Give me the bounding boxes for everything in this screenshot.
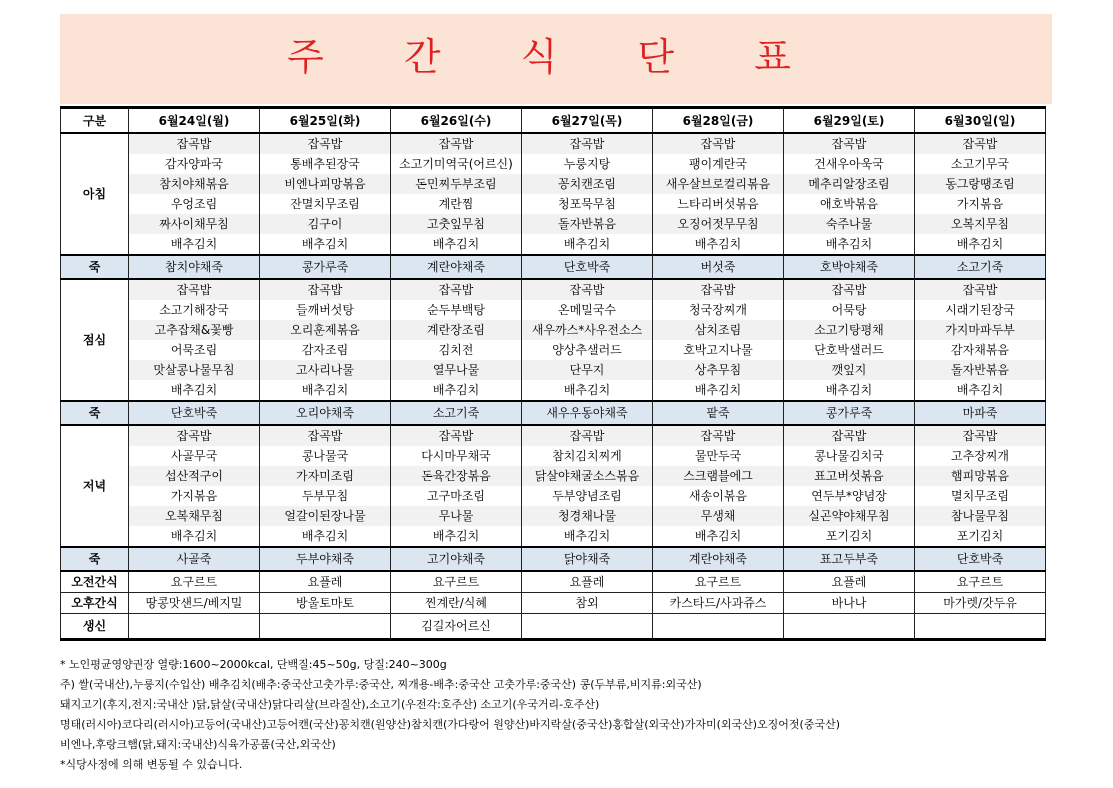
menu-item-cell: 돈민찌두부조림	[391, 174, 522, 194]
menu-item-cell: 잡곡밥	[522, 425, 653, 446]
menu-item-cell: 햄피망볶음	[915, 466, 1046, 486]
afternoon-snack-row	[61, 593, 1046, 614]
meal-row	[61, 300, 1046, 320]
birthday-row-cell	[129, 614, 260, 640]
menu-item-cell: 숙주나물	[784, 214, 915, 234]
porridge-cell: 호박야채죽	[784, 255, 915, 279]
meal-row	[61, 380, 1046, 401]
menu-item-cell: 고추장찌개	[915, 446, 1046, 466]
afternoon-snack-row-cell: 바나나	[784, 593, 915, 614]
afternoon-snack-row-label: 오후간식	[61, 593, 129, 614]
menu-item-cell: 통배추된장국	[260, 154, 391, 174]
porridge-cell: 마파죽	[915, 401, 1046, 425]
menu-item-cell: 청경채나물	[522, 506, 653, 526]
morning-snack-row	[61, 571, 1046, 593]
meal-row	[61, 234, 1046, 255]
menu-item-cell: 돌자반볶음	[522, 214, 653, 234]
menu-item-cell: 배추김치	[522, 526, 653, 547]
day-header-cell: 6월29일(토)	[784, 108, 915, 134]
porridge-cell: 콩가루죽	[784, 401, 915, 425]
menu-item-cell: 섭산적구이	[129, 466, 260, 486]
menu-item-cell: 계란찜	[391, 194, 522, 214]
menu-item-cell: 배추김치	[260, 234, 391, 255]
menu-table	[60, 106, 1046, 641]
meal-row	[61, 466, 1046, 486]
afternoon-snack-row-cell: 땅콩맛샌드/베지밀	[129, 593, 260, 614]
menu-item-cell: 잡곡밥	[784, 133, 915, 154]
menu-item-cell: 소고기해장국	[129, 300, 260, 320]
meal-label-cell: 아침	[61, 133, 129, 255]
porridge-row	[61, 547, 1046, 571]
menu-item-cell: 오복지무침	[915, 214, 1046, 234]
porridge-label-cell: 죽	[61, 255, 129, 279]
porridge-cell: 표고두부죽	[784, 547, 915, 571]
day-header-cell: 6월25일(화)	[260, 108, 391, 134]
menu-item-cell: 소고기무국	[915, 154, 1046, 174]
menu-item-cell: 어묵조림	[129, 340, 260, 360]
menu-item-cell: 청포묵무침	[522, 194, 653, 214]
note-line: * 노인평균영양권장 열량:1600~2000kcal, 단백질:45~50g, 당질:240~300g	[60, 658, 447, 671]
note-line: 주) 쌀(국내산),누룽지(수입산) 배추김치(배추:중국산고춧가루:중국산, 찌개용-배추:중국산 고춧가루:중국산) 콩(두부류,비지류:외국산)	[60, 678, 702, 691]
menu-item-cell: 두부양념조림	[522, 486, 653, 506]
meal-row	[61, 340, 1046, 360]
menu-item-cell: 잡곡밥	[915, 425, 1046, 446]
menu-item-cell: 배추김치	[653, 380, 784, 401]
menu-item-cell: 가지볶음	[129, 486, 260, 506]
menu-item-cell: 배추김치	[522, 234, 653, 255]
menu-item-cell: 김치전	[391, 340, 522, 360]
menu-item-cell: 잡곡밥	[653, 425, 784, 446]
meal-row	[61, 194, 1046, 214]
menu-item-cell: 배추김치	[260, 380, 391, 401]
birthday-row-cell	[784, 614, 915, 640]
menu-item-cell: 표고버섯볶음	[784, 466, 915, 486]
meal-row	[61, 279, 1046, 300]
menu-item-cell: 배추김치	[129, 526, 260, 547]
meal-row	[61, 425, 1046, 446]
porridge-cell: 소고기죽	[391, 401, 522, 425]
menu-item-cell: 양상추샐러드	[522, 340, 653, 360]
birthday-row-cell	[915, 614, 1046, 640]
menu-item-cell: 감자조림	[260, 340, 391, 360]
menu-item-cell: 잡곡밥	[784, 279, 915, 300]
menu-item-cell: 감자채볶음	[915, 340, 1046, 360]
menu-item-cell: 배추김치	[653, 526, 784, 547]
afternoon-snack-row-cell: 참외	[522, 593, 653, 614]
porridge-cell: 사골죽	[129, 547, 260, 571]
birthday-row-label: 생신	[61, 614, 129, 640]
menu-item-cell: 계란장조림	[391, 320, 522, 340]
menu-item-cell: 순두부백탕	[391, 300, 522, 320]
porridge-label-cell: 죽	[61, 547, 129, 571]
menu-item-cell: 잡곡밥	[915, 279, 1046, 300]
menu-item-cell: 배추김치	[915, 234, 1046, 255]
menu-item-cell: 멸치무조림	[915, 486, 1046, 506]
porridge-cell: 소고기죽	[915, 255, 1046, 279]
menu-item-cell: 오복채무침	[129, 506, 260, 526]
meal-row	[61, 446, 1046, 466]
afternoon-snack-row-cell: 방울토마토	[260, 593, 391, 614]
meal-row	[61, 360, 1046, 380]
porridge-cell: 고기야채죽	[391, 547, 522, 571]
porridge-cell: 오리야채죽	[260, 401, 391, 425]
menu-item-cell: 스크램블에그	[653, 466, 784, 486]
meal-label-cell: 저녁	[61, 425, 129, 547]
afternoon-snack-row-cell: 카스타드/사과쥬스	[653, 593, 784, 614]
meal-row	[61, 174, 1046, 194]
menu-item-cell: 콩나물국	[260, 446, 391, 466]
morning-snack-row-cell: 요구르트	[391, 571, 522, 593]
menu-item-cell: 동그랑땡조림	[915, 174, 1046, 194]
note-line: 비엔나,후랑크햄(닭,돼지:국내산)식육가공품(국산,외국산)	[60, 738, 336, 751]
day-header-cell: 6월28일(금)	[653, 108, 784, 134]
meal-row	[61, 526, 1046, 547]
menu-item-cell: 누룽지탕	[522, 154, 653, 174]
menu-item-cell: 참치야채볶음	[129, 174, 260, 194]
menu-item-cell: 잡곡밥	[260, 279, 391, 300]
menu-item-cell: 잡곡밥	[522, 133, 653, 154]
morning-snack-row-cell: 요플레	[784, 571, 915, 593]
menu-item-cell: 참나물무침	[915, 506, 1046, 526]
header-row	[61, 108, 1046, 134]
morning-snack-row-cell: 요플레	[522, 571, 653, 593]
afternoon-snack-row-cell: 마가렛/갓두유	[915, 593, 1046, 614]
menu-item-cell: 단무지	[522, 360, 653, 380]
menu-item-cell: 새우까스*사우전소스	[522, 320, 653, 340]
porridge-cell: 단호박죽	[522, 255, 653, 279]
day-header-cell: 6월26일(수)	[391, 108, 522, 134]
porridge-row	[61, 255, 1046, 279]
menu-item-cell: 잡곡밥	[260, 425, 391, 446]
menu-item-cell: 배추김치	[391, 234, 522, 255]
porridge-cell: 단호박죽	[129, 401, 260, 425]
menu-item-cell: 가지볶음	[915, 194, 1046, 214]
birthday-row-cell	[522, 614, 653, 640]
menu-item-cell: 잡곡밥	[391, 279, 522, 300]
meal-row	[61, 506, 1046, 526]
menu-item-cell: 김구이	[260, 214, 391, 234]
porridge-cell: 콩가루죽	[260, 255, 391, 279]
menu-item-cell: 온메밀국수	[522, 300, 653, 320]
menu-item-cell: 들깨버섯탕	[260, 300, 391, 320]
title-band	[60, 14, 1052, 104]
menu-item-cell: 비엔나피망볶음	[260, 174, 391, 194]
menu-item-cell: 열무나물	[391, 360, 522, 380]
menu-item-cell: 물만두국	[653, 446, 784, 466]
menu-item-cell: 무나물	[391, 506, 522, 526]
porridge-cell: 두부야채죽	[260, 547, 391, 571]
porridge-cell: 팥죽	[653, 401, 784, 425]
menu-item-cell: 고사리나물	[260, 360, 391, 380]
menu-item-cell: 돌자반볶음	[915, 360, 1046, 380]
porridge-cell: 계란야채죽	[391, 255, 522, 279]
porridge-cell: 단호박죽	[915, 547, 1046, 571]
meal-row	[61, 133, 1046, 154]
notes	[60, 655, 840, 775]
menu-item-cell: 연두부*양념장	[784, 486, 915, 506]
note-line: 돼지고기(후지,전지:국내산 )닭,닭살(국내산)닭다리살(브라질산),소고기(우전각:호주산) 소고기(우국거리-호주산)	[60, 698, 600, 711]
menu-item-cell: 잡곡밥	[391, 133, 522, 154]
header-label-cell: 구분	[61, 108, 129, 134]
porridge-label-cell: 죽	[61, 401, 129, 425]
menu-item-cell: 다시마무채국	[391, 446, 522, 466]
menu-item-cell: 고춧잎무침	[391, 214, 522, 234]
menu-item-cell: 잡곡밥	[653, 279, 784, 300]
meal-row	[61, 320, 1046, 340]
birthday-row-cell: 김길자어르신	[391, 614, 522, 640]
menu-item-cell: 잡곡밥	[129, 133, 260, 154]
menu-item-cell: 애호박볶음	[784, 194, 915, 214]
page-title: 주 간 식 단 표	[287, 35, 825, 79]
menu-item-cell: 두부무침	[260, 486, 391, 506]
note-line: *식당사정에 의해 변동될 수 있습니다.	[60, 758, 243, 771]
menu-item-cell: 잡곡밥	[129, 425, 260, 446]
meal-row	[61, 486, 1046, 506]
menu-item-cell: 고추잡채&꽃빵	[129, 320, 260, 340]
menu-item-cell: 어묵탕	[784, 300, 915, 320]
menu-item-cell: 우엉조림	[129, 194, 260, 214]
porridge-row	[61, 401, 1046, 425]
menu-item-cell: 단호박샐러드	[784, 340, 915, 360]
menu-item-cell: 오징어젓무무침	[653, 214, 784, 234]
menu-item-cell: 깻잎지	[784, 360, 915, 380]
day-header-cell: 6월27일(목)	[522, 108, 653, 134]
menu-item-cell: 감자양파국	[129, 154, 260, 174]
menu-item-cell: 호박고지나물	[653, 340, 784, 360]
menu-item-cell: 참치김치찌게	[522, 446, 653, 466]
day-header-cell: 6월30일(일)	[915, 108, 1046, 134]
day-header-cell: 6월24일(월)	[129, 108, 260, 134]
menu-item-cell: 삼치조림	[653, 320, 784, 340]
menu-item-cell: 배추김치	[391, 526, 522, 547]
birthday-row-cell	[260, 614, 391, 640]
menu-item-cell: 잡곡밥	[260, 133, 391, 154]
menu-item-cell: 청국장찌개	[653, 300, 784, 320]
menu-item-cell: 꽁치캔조림	[522, 174, 653, 194]
menu-item-cell: 소고기탕평채	[784, 320, 915, 340]
menu-item-cell: 배추김치	[260, 526, 391, 547]
menu-item-cell: 팽이계란국	[653, 154, 784, 174]
morning-snack-row-cell: 요구르트	[653, 571, 784, 593]
menu-item-cell: 배추김치	[915, 380, 1046, 401]
menu-item-cell: 새송이볶음	[653, 486, 784, 506]
note-line: 명태(러시아)코다리(러시아)고등어(국내산)고등어캔(국산)꽁치캔(원양산)참치캔(가다랑어 원양산)바지락살(중국산)홍합살(외국산)가자미(외국산)오징어젓(중국산)	[60, 718, 841, 731]
menu-item-cell: 가자미조림	[260, 466, 391, 486]
morning-snack-row-cell: 요구르트	[915, 571, 1046, 593]
menu-item-cell: 사골무국	[129, 446, 260, 466]
menu-item-cell: 배추김치	[129, 234, 260, 255]
menu-item-cell: 시래기된장국	[915, 300, 1046, 320]
meal-row	[61, 214, 1046, 234]
porridge-cell: 참치야채죽	[129, 255, 260, 279]
menu-item-cell: 메추리알장조림	[784, 174, 915, 194]
morning-snack-row-cell: 요구르트	[129, 571, 260, 593]
menu-item-cell: 새우살브로컬리볶음	[653, 174, 784, 194]
menu-item-cell: 느타리버섯볶음	[653, 194, 784, 214]
birthday-row	[61, 614, 1046, 640]
menu-item-cell: 잡곡밥	[784, 425, 915, 446]
menu-item-cell: 포기김치	[784, 526, 915, 547]
menu-item-cell: 잡곡밥	[129, 279, 260, 300]
menu-item-cell: 배추김치	[784, 380, 915, 401]
menu-item-cell: 잡곡밥	[653, 133, 784, 154]
menu-item-cell: 소고기미역국(어르신)	[391, 154, 522, 174]
menu-item-cell: 배추김치	[522, 380, 653, 401]
menu-item-cell: 배추김치	[129, 380, 260, 401]
menu-item-cell: 배추김치	[653, 234, 784, 255]
menu-item-cell: 배추김치	[784, 234, 915, 255]
menu-item-cell: 짜사이채무침	[129, 214, 260, 234]
afternoon-snack-row-cell: 찐계란/식혜	[391, 593, 522, 614]
menu-item-cell: 잡곡밥	[522, 279, 653, 300]
porridge-cell: 새우우동야채죽	[522, 401, 653, 425]
menu-item-cell: 잡곡밥	[391, 425, 522, 446]
birthday-row-cell	[653, 614, 784, 640]
morning-snack-row-label: 오전간식	[61, 571, 129, 593]
porridge-cell: 닭야채죽	[522, 547, 653, 571]
menu-item-cell: 얼갈이된장나물	[260, 506, 391, 526]
menu-item-cell: 잔멸치무조림	[260, 194, 391, 214]
menu-item-cell: 배추김치	[391, 380, 522, 401]
menu-item-cell: 실곤약야채무침	[784, 506, 915, 526]
menu-item-cell: 잡곡밥	[915, 133, 1046, 154]
menu-item-cell: 가지마파두부	[915, 320, 1046, 340]
menu-item-cell: 콩나물김치국	[784, 446, 915, 466]
morning-snack-row-cell: 요플레	[260, 571, 391, 593]
menu-item-cell: 건새우아욱국	[784, 154, 915, 174]
menu-item-cell: 포기김치	[915, 526, 1046, 547]
menu-item-cell: 상추무침	[653, 360, 784, 380]
porridge-cell: 버섯죽	[653, 255, 784, 279]
meal-row	[61, 154, 1046, 174]
menu-item-cell: 닭살야채굴소스볶음	[522, 466, 653, 486]
menu-item-cell: 돈육간장볶음	[391, 466, 522, 486]
meal-label-cell: 점심	[61, 279, 129, 401]
porridge-cell: 계란야채죽	[653, 547, 784, 571]
menu-item-cell: 고구마조림	[391, 486, 522, 506]
menu-item-cell: 오리훈제볶음	[260, 320, 391, 340]
menu-item-cell: 맛살콩나물무침	[129, 360, 260, 380]
menu-item-cell: 무생채	[653, 506, 784, 526]
